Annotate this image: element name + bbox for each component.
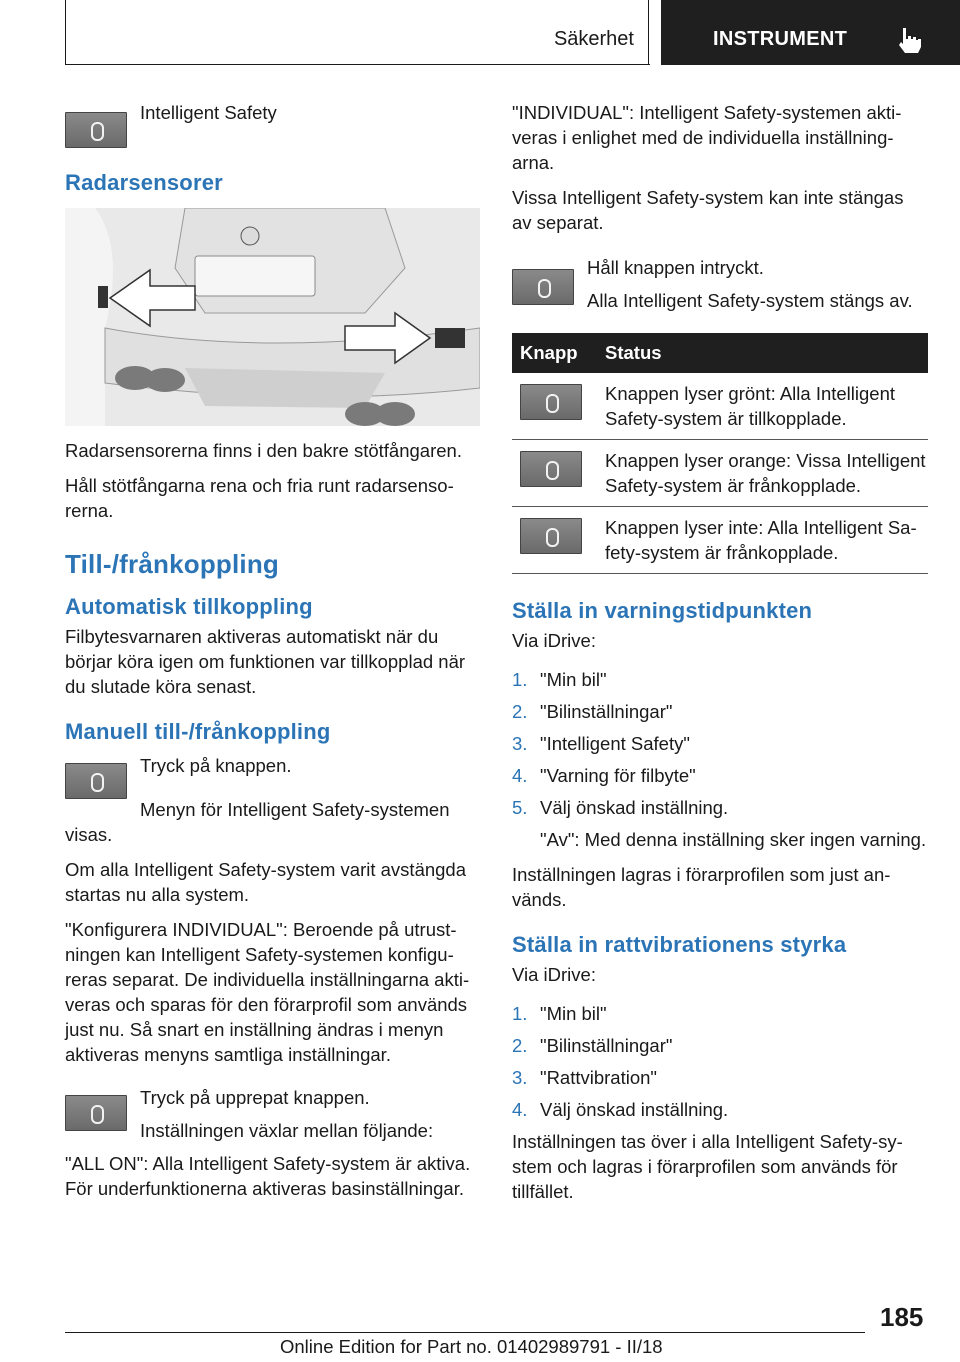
individual-paragraph: "INDIVIDUAL": Intelligent Safety-systemen aktiveras i enlighet med de individuella inställningarna. [512, 102, 902, 173]
header-chapter-label: INSTRUMENT [713, 28, 848, 50]
hold-step-2: Alla Intelligent Safety-system stängs av. [587, 290, 913, 311]
all-on-paragraph: "ALL ON": Alla Intelligent Safety-system är aktiva. För underfunktionerna aktiveras basinställningar. [65, 1153, 471, 1199]
repeat-step-1: Tryck på upprepat knappen. [140, 1087, 370, 1108]
button-lit-green-icon [520, 384, 582, 420]
intelligent-safety-button-icon [65, 763, 127, 799]
step-number: 2. [512, 1035, 528, 1056]
button-unlit-icon [520, 518, 582, 554]
table-header-row [512, 333, 928, 373]
button-status-table [512, 333, 928, 574]
intro-button-label: Intelligent Safety [140, 102, 277, 123]
list-item [512, 731, 928, 756]
table-cell-status: Knappen lyser grönt: Alla Intelligent Safety-system är tillkopplade. [597, 373, 928, 440]
footer-edition-text: Online Edition for Part no. 01402989791 - II/18 [280, 1336, 663, 1357]
left-column [65, 100, 480, 1211]
vibration-via: Via iDrive: [512, 964, 596, 985]
rear-bumper-radar-image [65, 208, 480, 426]
manual-step-2: Menyn för Intelligent Safety-systemen visas. [65, 799, 450, 845]
radar-paragraph-2: Håll stötfångarna rena och fria runt radarsensorerna. [65, 475, 454, 521]
footer-watermark [0, 1350, 281, 1361]
step-number: 1. [512, 669, 528, 690]
manual-paragraph-2: "Konfigurera INDIVIDUAL": Beroende på utrustningen kan Intelligent Safety-systemen konfigureras separat. De individuella inställningarna aktiveras och sparas för den förarprofil som används just nu. Så snart en inställning ändras i menyn aktiveras menyns samtliga inställningar. [65, 919, 470, 1065]
table-row [512, 440, 928, 507]
radar-paragraph-1: Radarsensorerna finns i den bakre stötfångaren. [65, 440, 462, 461]
intelligent-safety-button-icon [65, 1095, 127, 1131]
table-header-button: Knapp [512, 333, 597, 373]
header-rule-right [648, 0, 649, 65]
manual-button-row [65, 753, 480, 799]
footer-rule [65, 1332, 865, 1333]
step-number: 3. [512, 733, 528, 754]
warning-note: "Av": Med denna inställning sker ingen varning. [540, 829, 927, 850]
list-item [512, 1065, 928, 1090]
table-row [512, 373, 928, 440]
vibration-paragraph: Inställningen tas över i alla Intelligent Safety-system och lagras i förarprofilen som används för tillfället. [512, 1131, 903, 1202]
step-text: "Bilinställningar" [540, 1035, 673, 1056]
step-number: 1. [512, 1003, 528, 1024]
hold-step-1: Håll knappen intryckt. [587, 257, 764, 278]
step-text: Välj önskad inställning. [540, 797, 729, 818]
step-text: "Min bil" [540, 1003, 607, 1024]
auto-paragraph: Filbytesvarnaren aktiveras automatiskt när du börjar köra igen om funktionen var tillkopplad när du slutade köra senast. [65, 626, 466, 697]
hold-button-row [512, 255, 928, 321]
list-item [512, 1001, 928, 1026]
heading-warning-time: Ställa in varningstidpunkten [512, 598, 813, 623]
heading-radar: Radarsensorer [65, 170, 223, 195]
table-cell-status: Knappen lyser orange: Vissa Intelligent Safety-system är frånkopplade. [597, 440, 928, 507]
step-text: "Min bil" [540, 669, 607, 690]
list-item [512, 795, 928, 820]
manual-paragraph-1: Om alla Intelligent Safety-system varit avstängda startas nu alla system. [65, 859, 467, 905]
intelligent-safety-button-icon [512, 269, 574, 305]
heading-vibration: Ställa in rattvibrationens styrka [512, 932, 847, 957]
list-item [512, 1033, 928, 1058]
button-lit-orange-icon [520, 451, 582, 487]
right-column [512, 100, 928, 1214]
step-text: "Varning för filbyte" [540, 765, 696, 786]
step-number: 5. [512, 797, 528, 818]
step-text: "Intelligent Safety" [540, 733, 690, 754]
header-rule-left [65, 0, 66, 65]
table-cell-status: Knappen lyser inte: Alla Intelligent Safety-system är frånkopplade. [597, 507, 928, 574]
heading-manual: Manuell till-/frånkoppling [65, 719, 331, 744]
warning-via: Via iDrive: [512, 630, 596, 651]
hand-pointer-icon [895, 26, 925, 54]
intelligent-safety-button-icon [65, 112, 127, 148]
table-row [512, 507, 928, 574]
list-item [512, 763, 928, 788]
manual-step-1: Tryck på knappen. [140, 755, 292, 776]
list-item [512, 1097, 928, 1122]
repeat-step-2: Inställningen växlar mellan följande: [140, 1120, 434, 1141]
list-item [512, 699, 928, 724]
heading-toggle: Till-/frånkoppling [65, 549, 279, 579]
vibration-steps-list [512, 1001, 928, 1122]
page-number: 185 [880, 1302, 924, 1332]
step-number: 2. [512, 701, 528, 722]
step-number: 4. [512, 765, 528, 786]
step-text: "Bilinställningar" [540, 701, 673, 722]
table-header-status: Status [597, 333, 928, 373]
header-chapter-tab [661, 0, 960, 65]
step-number: 3. [512, 1067, 528, 1088]
intro-button-row [65, 100, 480, 148]
step-text: "Rattvibration" [540, 1067, 657, 1088]
list-item [512, 667, 928, 692]
step-number: 4. [512, 1099, 528, 1120]
repeat-button-row [65, 1085, 480, 1151]
header-section-title: Säkerhet [553, 28, 634, 50]
some-systems-paragraph: Vissa Intelligent Safety-system kan inte stängas av separat. [512, 187, 904, 233]
warning-paragraph: Inställningen lagras i förarprofilen som just används. [512, 864, 891, 910]
step-text: Välj önskad inställning. [540, 1099, 729, 1120]
header-rule [65, 64, 650, 65]
warning-steps-list [512, 667, 928, 820]
heading-auto: Automatisk tillkoppling [65, 594, 313, 619]
